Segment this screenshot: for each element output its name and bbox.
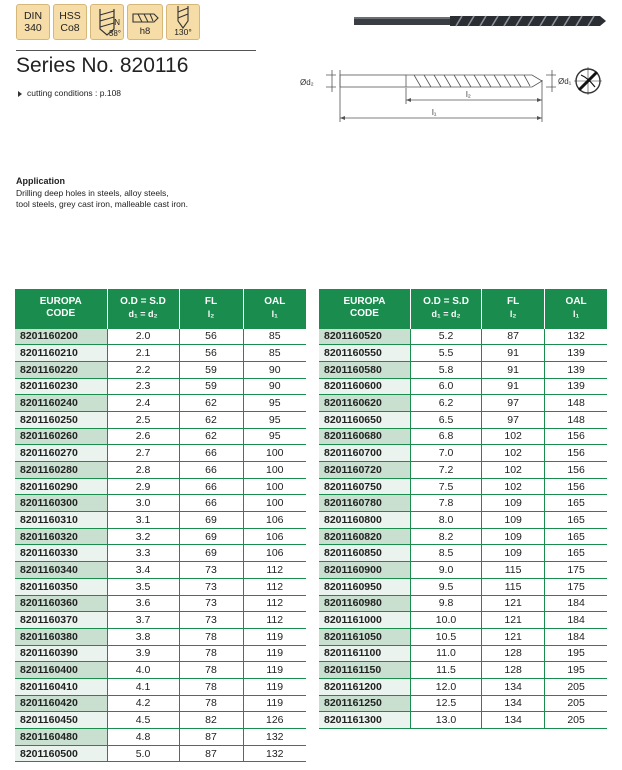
table-row <box>319 495 607 512</box>
europa-code-cell: 8201160850 <box>319 545 410 562</box>
diameter-cell: 2.5 <box>107 411 179 428</box>
diameter-cell: 3.0 <box>107 495 179 512</box>
table-row <box>15 361 306 378</box>
europa-code-cell: 8201161000 <box>319 612 410 629</box>
europa-code-cell: 8201160550 <box>319 345 410 362</box>
diameter-cell: 12.0 <box>410 678 481 695</box>
din-badge-bottom: 340 <box>24 22 42 34</box>
series-title: Series No. 820116 <box>16 54 189 77</box>
flute-length-cell: 56 <box>179 345 243 362</box>
flute-length-cell: 62 <box>179 411 243 428</box>
overall-length-cell: 132 <box>243 745 306 762</box>
europa-code-cell: 8201160620 <box>319 395 410 412</box>
overall-length-cell: 90 <box>243 378 306 395</box>
diameter-cell: 6.0 <box>410 378 481 395</box>
overall-length-cell: 156 <box>545 478 607 495</box>
din-badge <box>16 4 50 40</box>
flute-length-cell: 78 <box>179 678 243 695</box>
europa-code-cell: 8201160650 <box>319 411 410 428</box>
hss-badge-bottom: Co8 <box>60 22 80 34</box>
flute-length-cell: 59 <box>179 361 243 378</box>
flute-length-cell: 87 <box>482 328 545 345</box>
table-body-right <box>319 328 607 729</box>
overall-length-cell: 85 <box>243 328 306 345</box>
drill-shank-icon <box>130 8 160 28</box>
d1-label: Ød₁ <box>558 77 572 86</box>
flute-length-cell: 121 <box>482 595 545 612</box>
flute-length-cell: 128 <box>482 662 545 679</box>
diameter-cell: 2.9 <box>107 478 179 495</box>
flute-length-cell: 134 <box>482 712 545 729</box>
flute-length-cell: 82 <box>179 712 243 729</box>
flute-length-cell: 91 <box>482 378 545 395</box>
header-europa-code: EUROPA CODE <box>319 289 410 328</box>
table-row <box>15 345 306 362</box>
header-od-sd: O.D = S.D d₁ = d₂ <box>410 289 481 328</box>
flute-length-cell: 128 <box>482 645 545 662</box>
diameter-cell: 3.5 <box>107 578 179 595</box>
flute-length-cell: 97 <box>482 395 545 412</box>
diameter-cell: 9.5 <box>410 578 481 595</box>
table-row <box>319 612 607 629</box>
europa-code-cell: 8201160780 <box>319 495 410 512</box>
table-header-row <box>319 289 607 328</box>
diameter-cell: 3.4 <box>107 562 179 579</box>
europa-code-cell: 8201160400 <box>15 662 107 679</box>
diameter-cell: 4.2 <box>107 695 179 712</box>
flute-length-cell: 62 <box>179 428 243 445</box>
flute-length-cell: 78 <box>179 645 243 662</box>
europa-code-cell: 8201160820 <box>319 528 410 545</box>
flute-length-cell: 73 <box>179 595 243 612</box>
table-row <box>319 645 607 662</box>
diameter-cell: 12.5 <box>410 695 481 712</box>
table-body-left <box>15 328 306 762</box>
overall-length-cell: 184 <box>545 595 607 612</box>
europa-code-cell: 8201160340 <box>15 562 107 579</box>
diameter-cell: 2.4 <box>107 395 179 412</box>
table-row <box>319 395 607 412</box>
europa-code-cell: 8201160700 <box>319 445 410 462</box>
header-fl: FL l₂ <box>179 289 243 328</box>
diameter-cell: 8.0 <box>410 512 481 529</box>
tolerance-badge <box>127 4 163 40</box>
table-row <box>15 562 306 579</box>
table-row <box>15 328 306 345</box>
flute-length-cell: 69 <box>179 528 243 545</box>
flute-length-cell: 66 <box>179 462 243 479</box>
flute-length-cell: 121 <box>482 628 545 645</box>
flute-length-cell: 73 <box>179 612 243 629</box>
table-row <box>319 712 607 729</box>
diameter-cell: 5.0 <box>107 745 179 762</box>
overall-length-cell: 156 <box>545 428 607 445</box>
diameter-cell: 3.8 <box>107 628 179 645</box>
application-line: tool steels, grey cast iron, malleable cast iron. <box>16 199 188 209</box>
overall-length-cell: 126 <box>243 712 306 729</box>
flute-length-cell: 102 <box>482 428 545 445</box>
table-row <box>15 395 306 412</box>
flute-length-cell: 134 <box>482 678 545 695</box>
flute-length-cell: 102 <box>482 462 545 479</box>
europa-code-cell: 8201160350 <box>15 578 107 595</box>
diameter-cell: 3.3 <box>107 545 179 562</box>
table-row <box>15 662 306 679</box>
overall-length-cell: 95 <box>243 428 306 445</box>
overall-length-cell: 184 <box>545 612 607 629</box>
europa-code-cell: 8201160390 <box>15 645 107 662</box>
hss-badge <box>53 4 87 40</box>
table-row <box>319 695 607 712</box>
diameter-cell: 7.2 <box>410 462 481 479</box>
europa-code-cell: 8201160200 <box>15 328 107 345</box>
diameter-cell: 3.2 <box>107 528 179 545</box>
overall-length-cell: 165 <box>545 528 607 545</box>
overall-length-cell: 132 <box>545 328 607 345</box>
table-row <box>319 361 607 378</box>
table-row <box>15 478 306 495</box>
europa-code-cell: 8201160280 <box>15 462 107 479</box>
europa-code-cell: 8201160600 <box>319 378 410 395</box>
diameter-cell: 4.5 <box>107 712 179 729</box>
header-europa-code: EUROPA CODE <box>15 289 107 328</box>
europa-code-cell: 8201160330 <box>15 545 107 562</box>
overall-length-cell: 165 <box>545 545 607 562</box>
diameter-cell: 9.0 <box>410 562 481 579</box>
diameter-cell: 6.8 <box>410 428 481 445</box>
drill-end-view-icon <box>574 67 602 95</box>
europa-code-cell: 8201161250 <box>319 695 410 712</box>
flute-length-cell: 66 <box>179 495 243 512</box>
diameter-cell: 3.7 <box>107 612 179 629</box>
europa-code-cell: 8201160980 <box>319 595 410 612</box>
overall-length-cell: 95 <box>243 411 306 428</box>
flute-length-cell: 56 <box>179 328 243 345</box>
diameter-cell: 3.6 <box>107 595 179 612</box>
europa-code-cell: 8201160370 <box>15 612 107 629</box>
flute-length-cell: 102 <box>482 445 545 462</box>
table-row <box>15 545 306 562</box>
diameter-cell: 2.2 <box>107 361 179 378</box>
overall-length-cell: 106 <box>243 528 306 545</box>
overall-length-cell: 184 <box>545 628 607 645</box>
diameter-cell: 13.0 <box>410 712 481 729</box>
flute-length-cell: 69 <box>179 512 243 529</box>
table-row <box>15 578 306 595</box>
table-row <box>15 612 306 629</box>
spec-badges <box>16 4 200 40</box>
overall-length-cell: 112 <box>243 612 306 629</box>
europa-code-cell: 8201160450 <box>15 712 107 729</box>
drill-dimension-diagram <box>296 60 606 130</box>
diameter-cell: 7.8 <box>410 495 481 512</box>
diameter-cell: 8.2 <box>410 528 481 545</box>
overall-length-cell: 175 <box>545 562 607 579</box>
cutting-conditions <box>18 88 121 98</box>
flute-length-cell: 69 <box>179 545 243 562</box>
diameter-cell: 8.5 <box>410 545 481 562</box>
flute-length-cell: 97 <box>482 411 545 428</box>
overall-length-cell: 112 <box>243 578 306 595</box>
overall-length-cell: 175 <box>545 578 607 595</box>
application-line: Drilling deep holes in steels, alloy steels, <box>16 188 169 198</box>
diameter-cell: 7.0 <box>410 445 481 462</box>
diameter-cell: 11.5 <box>410 662 481 679</box>
table-row <box>15 645 306 662</box>
table-row <box>319 662 607 679</box>
europa-code-cell: 8201161050 <box>319 628 410 645</box>
application-heading: Application <box>16 176 65 186</box>
hss-badge-top: HSS <box>59 10 81 22</box>
flute-length-cell: 109 <box>482 528 545 545</box>
flute-length-cell: 66 <box>179 445 243 462</box>
helix-angle-badge <box>90 4 124 40</box>
point-angle-badge <box>166 4 200 40</box>
overall-length-cell: 156 <box>545 462 607 479</box>
table-row <box>319 595 607 612</box>
overall-length-cell: 119 <box>243 645 306 662</box>
europa-code-cell: 8201160580 <box>319 361 410 378</box>
europa-code-cell: 8201160380 <box>15 628 107 645</box>
application-text <box>16 188 188 210</box>
diameter-cell: 3.1 <box>107 512 179 529</box>
europa-code-cell: 8201160950 <box>319 578 410 595</box>
table-row <box>319 578 607 595</box>
table-row <box>319 628 607 645</box>
diameter-cell: 6.2 <box>410 395 481 412</box>
table-row <box>15 729 306 746</box>
table-row <box>15 445 306 462</box>
product-table-left <box>15 289 306 762</box>
flute-length-cell: 121 <box>482 612 545 629</box>
flute-length-cell: 102 <box>482 478 545 495</box>
diameter-cell: 2.7 <box>107 445 179 462</box>
overall-length-cell: 119 <box>243 628 306 645</box>
triangle-bullet-icon <box>18 91 22 97</box>
overall-length-cell: 156 <box>545 445 607 462</box>
table-row <box>319 445 607 462</box>
europa-code-cell: 8201160230 <box>15 378 107 395</box>
header-oal: OAL l₁ <box>545 289 607 328</box>
table-row <box>15 628 306 645</box>
europa-code-cell: 8201160270 <box>15 445 107 462</box>
europa-code-cell: 8201160260 <box>15 428 107 445</box>
flute-length-cell: 115 <box>482 578 545 595</box>
flute-length-cell: 73 <box>179 562 243 579</box>
overall-length-cell: 112 <box>243 562 306 579</box>
table-row <box>15 428 306 445</box>
diameter-cell: 2.1 <box>107 345 179 362</box>
flute-length-cell: 109 <box>482 512 545 529</box>
table-row <box>319 528 607 545</box>
table-row <box>319 512 607 529</box>
overall-length-cell: 90 <box>243 361 306 378</box>
europa-code-cell: 8201160480 <box>15 729 107 746</box>
diameter-cell: 2.8 <box>107 462 179 479</box>
diameter-cell: 2.6 <box>107 428 179 445</box>
overall-length-cell: 195 <box>545 645 607 662</box>
europa-code-cell: 8201160720 <box>319 462 410 479</box>
helix-badge-type: N <box>114 18 120 27</box>
table-row <box>15 495 306 512</box>
title-rule <box>16 50 256 51</box>
overall-length-cell: 119 <box>243 695 306 712</box>
overall-length-cell: 100 <box>243 462 306 479</box>
europa-code-cell: 8201160410 <box>15 678 107 695</box>
overall-length-cell: 195 <box>545 662 607 679</box>
diameter-cell: 7.5 <box>410 478 481 495</box>
l1-label: l₁ <box>432 108 437 117</box>
flute-length-cell: 78 <box>179 628 243 645</box>
flute-length-cell: 87 <box>179 729 243 746</box>
europa-code-cell: 8201160800 <box>319 512 410 529</box>
diameter-cell: 6.5 <box>410 411 481 428</box>
table-row <box>319 678 607 695</box>
table-row <box>319 345 607 362</box>
diameter-cell: 4.8 <box>107 729 179 746</box>
overall-length-cell: 205 <box>545 712 607 729</box>
europa-code-cell: 8201160290 <box>15 478 107 495</box>
europa-code-cell: 8201160420 <box>15 695 107 712</box>
overall-length-cell: 100 <box>243 495 306 512</box>
diameter-cell: 10.0 <box>410 612 481 629</box>
table-row <box>319 328 607 345</box>
helix-badge-angle: 38° <box>108 29 121 38</box>
europa-code-cell: 8201160360 <box>15 595 107 612</box>
flute-length-cell: 91 <box>482 361 545 378</box>
europa-code-cell: 8201160750 <box>319 478 410 495</box>
drill-photo-image <box>354 8 610 34</box>
europa-code-cell: 8201160220 <box>15 361 107 378</box>
flute-length-cell: 66 <box>179 478 243 495</box>
table-row <box>15 512 306 529</box>
overall-length-cell: 148 <box>545 411 607 428</box>
europa-code-cell: 8201161200 <box>319 678 410 695</box>
flute-length-cell: 91 <box>482 345 545 362</box>
europa-code-cell: 8201160320 <box>15 528 107 545</box>
europa-code-cell: 8201160900 <box>319 562 410 579</box>
flute-length-cell: 109 <box>482 545 545 562</box>
overall-length-cell: 205 <box>545 695 607 712</box>
europa-code-cell: 8201161300 <box>319 712 410 729</box>
table-row <box>319 478 607 495</box>
table-row <box>15 462 306 479</box>
diameter-cell: 2.0 <box>107 328 179 345</box>
header-fl: FL l₂ <box>482 289 545 328</box>
flute-length-cell: 73 <box>179 578 243 595</box>
flute-length-cell: 115 <box>482 562 545 579</box>
cutting-conditions-text: cutting conditions : p.108 <box>27 88 122 98</box>
flute-length-cell: 87 <box>179 745 243 762</box>
flute-length-cell: 109 <box>482 495 545 512</box>
d2-label: Ød₂ <box>300 78 314 87</box>
overall-length-cell: 165 <box>545 495 607 512</box>
table-row <box>15 695 306 712</box>
din-badge-top: DIN <box>23 10 43 22</box>
overall-length-cell: 106 <box>243 512 306 529</box>
diameter-cell: 5.2 <box>410 328 481 345</box>
europa-code-cell: 8201161150 <box>319 662 410 679</box>
europa-code-cell: 8201161100 <box>319 645 410 662</box>
overall-length-cell: 148 <box>545 395 607 412</box>
europa-code-cell: 8201160210 <box>15 345 107 362</box>
diameter-cell: 3.9 <box>107 645 179 662</box>
overall-length-cell: 100 <box>243 478 306 495</box>
table-row <box>15 411 306 428</box>
diameter-cell: 2.3 <box>107 378 179 395</box>
overall-length-cell: 139 <box>545 345 607 362</box>
diameter-cell: 5.5 <box>410 345 481 362</box>
overall-length-cell: 165 <box>545 512 607 529</box>
table-row <box>15 745 306 762</box>
overall-length-cell: 132 <box>243 729 306 746</box>
flute-length-cell: 78 <box>179 662 243 679</box>
table-row <box>319 428 607 445</box>
header-od-sd: O.D = S.D d₁ = d₂ <box>107 289 179 328</box>
table-row <box>15 595 306 612</box>
tolerance-badge-label: h8 <box>139 26 151 37</box>
europa-code-cell: 8201160500 <box>15 745 107 762</box>
table-row <box>319 378 607 395</box>
europa-code-cell: 8201160520 <box>319 328 410 345</box>
diameter-cell: 9.8 <box>410 595 481 612</box>
header-oal: OAL l₁ <box>243 289 306 328</box>
overall-length-cell: 95 <box>243 395 306 412</box>
overall-length-cell: 106 <box>243 545 306 562</box>
table-row <box>15 712 306 729</box>
table-row <box>15 378 306 395</box>
overall-length-cell: 112 <box>243 595 306 612</box>
point-angle-label: 130° <box>174 27 192 37</box>
overall-length-cell: 205 <box>545 678 607 695</box>
diameter-cell: 10.5 <box>410 628 481 645</box>
product-table-right <box>319 289 607 729</box>
overall-length-cell: 119 <box>243 662 306 679</box>
europa-code-cell: 8201160310 <box>15 512 107 529</box>
table-row <box>319 562 607 579</box>
flute-length-cell: 78 <box>179 695 243 712</box>
overall-length-cell: 85 <box>243 345 306 362</box>
overall-length-cell: 139 <box>545 361 607 378</box>
table-row <box>319 462 607 479</box>
table-row <box>15 678 306 695</box>
overall-length-cell: 139 <box>545 378 607 395</box>
overall-length-cell: 100 <box>243 445 306 462</box>
diameter-cell: 4.1 <box>107 678 179 695</box>
overall-length-cell: 119 <box>243 678 306 695</box>
europa-code-cell: 8201160250 <box>15 411 107 428</box>
europa-code-cell: 8201160240 <box>15 395 107 412</box>
table-row <box>319 411 607 428</box>
l2-label: l₂ <box>466 90 471 99</box>
table-row <box>319 545 607 562</box>
diameter-cell: 5.8 <box>410 361 481 378</box>
diameter-cell: 4.0 <box>107 662 179 679</box>
flute-length-cell: 62 <box>179 395 243 412</box>
europa-code-cell: 8201160680 <box>319 428 410 445</box>
flute-length-cell: 59 <box>179 378 243 395</box>
diameter-cell: 11.0 <box>410 645 481 662</box>
flute-length-cell: 134 <box>482 695 545 712</box>
europa-code-cell: 8201160300 <box>15 495 107 512</box>
table-row <box>15 528 306 545</box>
table-header-row <box>15 289 306 328</box>
